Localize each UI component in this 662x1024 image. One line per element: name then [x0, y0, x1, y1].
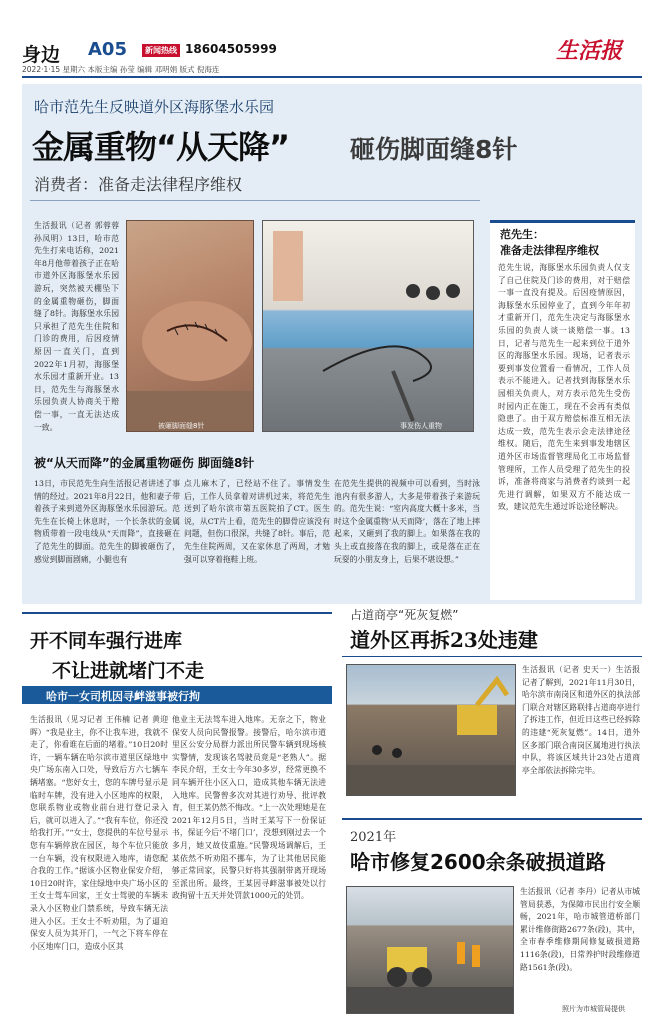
photo-road-art	[347, 887, 514, 1014]
header-rule	[22, 76, 642, 78]
photo-demolition	[346, 664, 516, 796]
story1-headline-tail: 砸伤脚面缝8针	[350, 135, 518, 164]
story1-subhead: 被“从天而降”的金属重物砸伤 脚面缝8针	[34, 456, 255, 470]
story1-lead: 生活报讯（记者 郭蓉蓉 孙凤明）13日，哈市范先生打来电话称，2021年8月他带着孩子正在哈市道外区海豚堡水乐园游玩，突然被天棚坠下的金属重物砸伤，脚面缝了8针。海豚堡水乐园只承担了范先生住院和门诊的费用，后因疫情原因一直关门，直到2022年1月初，海豚堡水乐园才重新开业。13日，范先生与海豚堡水乐园负责人协商关于赔偿一事，一直无法达成一致。	[34, 221, 119, 432]
story2-headline-line1: 开不同车强行进库	[30, 630, 183, 652]
sidebar-title-line2: 准备走法律程序维权	[500, 244, 599, 257]
section-name: 身边	[22, 44, 61, 66]
story1-kicker: 哈市范先生反映道外区海豚堡水乐园	[34, 98, 275, 116]
sidebar-text: 范先生说，海豚堡水乐园负责人仅支了自己住院及门诊的费用，对于赔偿一事一直没有提及。后因疫情原因，海豚堡水乐园停业了，直到今年年初才重新开门，范先生决定与海豚堡水乐园的负责人谈一谈赔偿一事。13日，记者与范先生一起来到位于道外区的海豚堡水乐园。现场，记者表示要到事发位置看一看情况，工作人员表示不能进入。记者找到海豚堡水乐园相关负责人，对方表示范先生受伤时园内正在施工，现在不会再有类似隐患了。由于双方赔偿标准互相无法达成一致，范先生表示会走法律途径维权。随后，范先生来到事发地辖区道外区市场监督管理局化工市场监督管理所，工作人员受理了范先生的投诉，准备将商家与消费者约谈到一起先进行调解，如果双方不能达成一致，建议范先生通过诉讼途径解决。	[498, 263, 630, 512]
story2-column-1: 生活报讯（见习记者 王伟楠 记者 黄迎晖）“我是业主，你不让我车进，我就不走了，你看谁在后面的堵着。”10日20时许，一辆车辆在哈尔滨市道里区绿地中央广场东南入口处，导致后方六七辆车辆堵塞。“您好女士，您的车牌号显示是临时车牌，没有进入小区地库的权限，您联系物业或物业前台进行登记录入后，就可以进入了。”“我有车位，你还没给我打开。”“女士，您提供的车位号显示您有车辆停放在园区，每个车位只能放一台车辆，没有权限进入地库，请您配合我的工作。”据该小区物业保安介绍，10日20时许，家住绿地中央广场小区的王女士驾车回家，王女士驾驶的车辆未录入小区物业门禁系统，导致车辆无法进入小区。王女士不听劝阻，为了逼迫保安人员为其开门，一气之下将车停在小区地库门口，造成小区其	[30, 715, 168, 951]
story2-headline-line2: 不让进就堵门不走	[52, 660, 205, 682]
story4-headline-suffix: 余条破损道路	[485, 850, 606, 874]
story4-photo-credit: 照片为市城管局提供	[562, 1005, 625, 1013]
photo-foot-caption: 被砸脚面缝8针	[158, 422, 205, 430]
page-number: A05	[88, 39, 127, 60]
photo-pool-art	[263, 221, 474, 432]
photo-injured-foot	[126, 220, 254, 432]
story2-column-2: 他业主无法驾车进入地库。无奈之下，物业保安人员向民警报警。接警后，哈尔滨市道里区公安分局群力派出所民警车辆到现场核实警情，发现该名驾驶员竟是“老熟人”。据李民介绍，王女士今年30多岁，经常更换不同车辆开往小区入口，造成其他车辆无法进入地库。民警曾多次对其进行劝导、批评教育，但王某仍然不悔改。“上一次处理她是在2021年12月5日，当时王某写下一份保证书，保证今后‘不堵门口’，没想到刚过去一个多月，她又故伎重施。”民警现场调解后，王某依然不听劝阻不挪车，为了让其他居民能够正常回家，民警只好将其强制带离开现场至派出所。最终，王某因寻衅滋事被处以行政拘留十五天并处罚款1000元的处罚。	[172, 715, 326, 901]
story4-headline-prefix: 哈市修复	[350, 850, 430, 874]
story4-headline	[350, 846, 606, 875]
story4-text: 生活报讯（记者 李丹）记者从市城管局获悉，为保障市民出行安全顺畅，2021年，哈市城管道桥部门累计维修街路2677条(段)，其中，全市春季维修期间修复破损道路1116条(段)，日常养护时段维修道路1561条(段)。	[520, 887, 640, 972]
story1-divider	[30, 200, 480, 201]
story4-rule	[342, 818, 642, 820]
hotline-number: 18604505999	[185, 42, 277, 56]
sidebar-title-line1: 范先生：	[500, 228, 544, 241]
story3-text: 生活报讯（记者 史天一）生活报记者了解到，2021年11月30日，哈尔滨市南岗区和道外区的执法部门联合对辖区路联排占道商亭进行了拆违工作，但近日这些已经拆除的违建“死灰复燃”。14日，道外区多部门联合南岗区属地进行执法中队，将该区域共计23处占道商亭全部依法拆除完毕。	[522, 665, 640, 775]
story1-column-3: 在范先生提供的视频中可以看到，当时泳池内有很多游人，大多是带着孩子来游玩的。范先生说：“室内高度大概十多米，当时这个金属重物‘从天而降’，落在了地上摔起来，又砸到了我的脚上。如果落在我的头上或直接落在我的脚上，或是落在正在玩耍的小朋友身上，后果不堪设想。”	[334, 479, 480, 564]
photo-road-repair	[346, 886, 514, 1014]
story3-rule	[342, 656, 642, 657]
newspaper-logo: 生活报	[556, 38, 623, 64]
photo-pool-object	[262, 220, 474, 432]
story1-headline-main: 金属重物“从天降”	[32, 128, 290, 166]
story4-headline-number: 2600	[430, 850, 486, 874]
story3-kicker: 占道商亭“死灰复燃”	[350, 608, 459, 622]
story2-rule	[22, 612, 332, 614]
dateline: 2022·1·15 星期六 本版主编 孙莹 编辑 邓明娟 版式 倪海连	[22, 65, 220, 74]
story4-kicker: 2021年	[350, 830, 397, 845]
photo-injured-foot-art	[127, 221, 254, 432]
story3-headline: 道外区再拆23处违建	[350, 628, 538, 652]
story1-column-1: 13日，市民范先生向生活报记者讲述了事情的经过。2021年8月22日，他和妻子带着孩子来到道外区海豚堡水乐园游玩。范先生在长椅上休息时，一个长条状的金属物质带着一段电线从“天而降”，直接砸在了范先生的脚面。范先生的脚被砸伤了，感觉到脚面剧痛，小腿也有	[34, 479, 180, 564]
hotline-badge: 新闻热线	[142, 44, 180, 57]
story1-subtitle: 消费者：准备走法律程序维权	[34, 175, 243, 194]
photo-demolition-art	[347, 665, 516, 796]
photo-pool-caption: 事发伤人重物	[400, 422, 442, 430]
story2-subtitle: 哈市一女司机因寻衅滋事被行拘	[46, 690, 200, 703]
story1-column-2: 点儿麻木了，已经站不住了。事情发生后，工作人员拿着对讲机过来，将范先生送到了哈尔滨市第五医院拍了CT。医生说，从CT片上看，范先生的脚骨应该没有问题，但伤口很深，共缝了8针。事后，范先生住院两周，又在家休息了两周，才勉强可以穿着拖鞋上班。	[184, 479, 330, 564]
